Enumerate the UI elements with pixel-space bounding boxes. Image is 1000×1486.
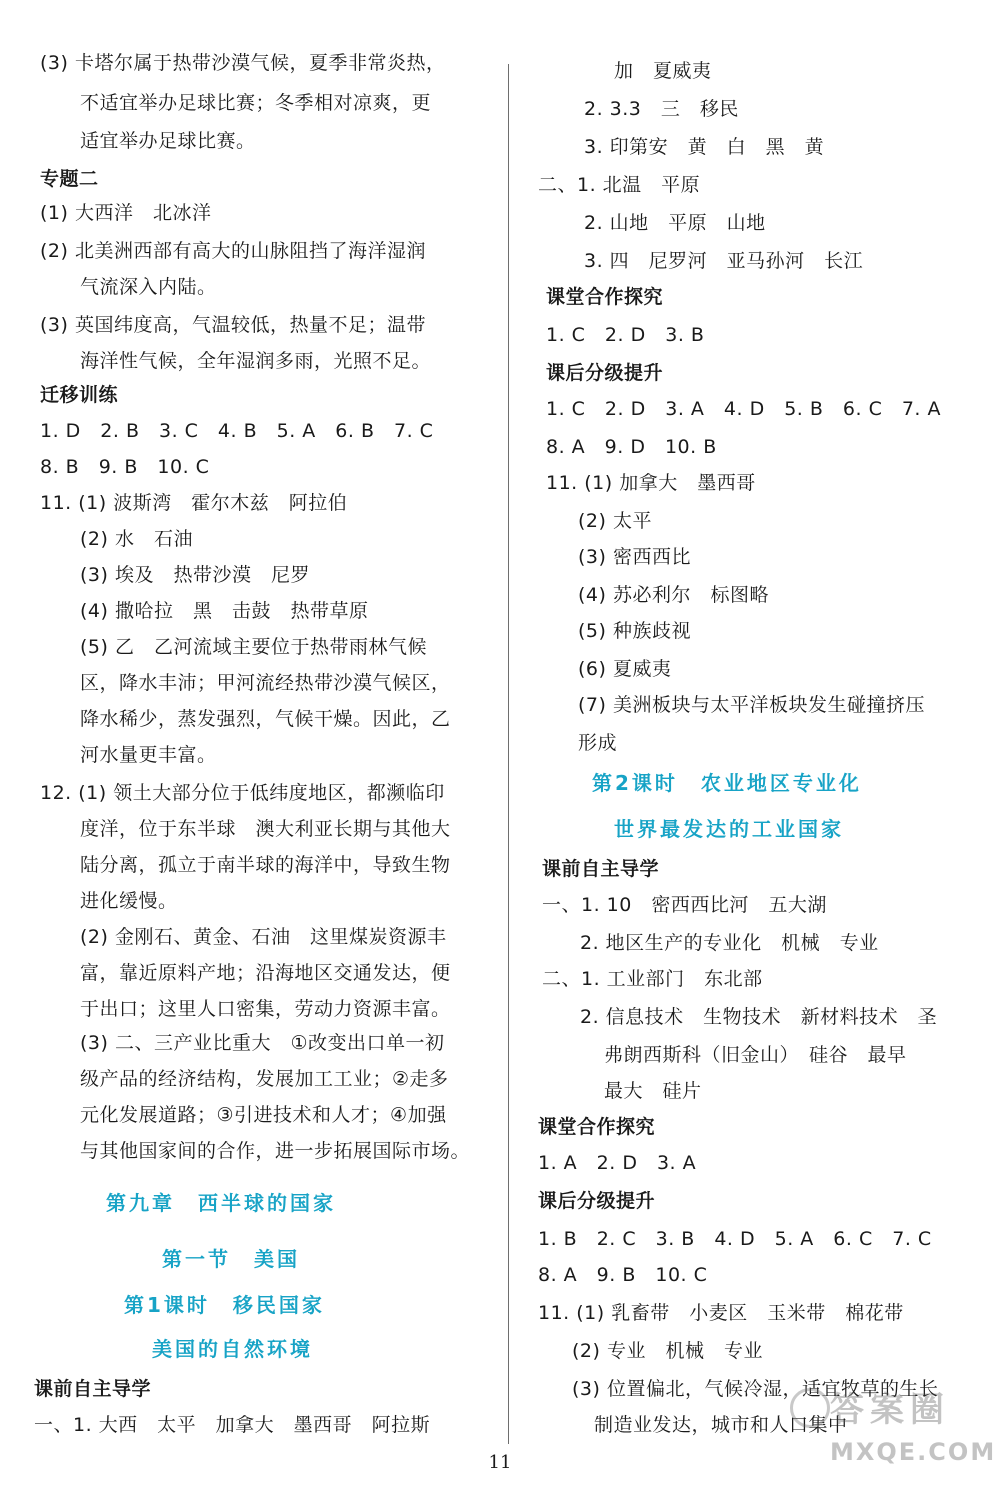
column-divider: [508, 64, 509, 1444]
text-line: (4) 撒哈拉 黑 击鼓 热带草原: [80, 600, 369, 622]
text-line: 适宜举办足球比赛。: [80, 130, 256, 152]
chapter-title: 第九章 西半球的国家: [106, 1191, 336, 1215]
text-line: 海洋性气候，全年湿润多雨，光照不足。: [80, 350, 432, 372]
text-line: 1. C 2. D 3. A 4. D 5. B 6. C 7. A: [546, 398, 941, 420]
watermark-logo-icon: [790, 1388, 830, 1428]
text-line: 8. B 9. B 10. C: [40, 456, 210, 478]
section-heading: 课后分级提升: [546, 362, 664, 384]
text-line: 不适宜举办足球比赛；冬季相对凉爽，更: [80, 92, 432, 114]
text-line: (5) 种族歧视: [578, 620, 691, 642]
text-line: 气流深入内陆。: [80, 276, 217, 298]
text-line: (6) 夏威夷: [578, 658, 672, 680]
text-line: 1. C 2. D 3. B: [546, 324, 705, 346]
text-line: 1. D 2. B 3. C 4. B 5. A 6. B 7. C: [40, 420, 434, 442]
text-line: 二、1. 北温 平原: [538, 174, 701, 196]
lesson-title: 第2课时 农业地区专业化: [592, 771, 862, 795]
lesson-title: 第1课时 移民国家: [124, 1293, 325, 1317]
text-line: (3) 埃及 热带沙漠 尼罗: [80, 564, 310, 586]
page-number: 11: [488, 1452, 512, 1473]
text-line: 降水稀少，蒸发强烈，气候干燥。因此，乙: [80, 708, 451, 730]
text-line: 最大 硅片: [604, 1080, 702, 1102]
text-line: (3) 位置偏北，气候冷湿，适宜牧草的生长: [572, 1378, 939, 1400]
watermark: [790, 1382, 997, 1482]
text-line: 8. A 9. D 10. B: [546, 436, 717, 458]
text-line: (2) 专业 机械 专业: [572, 1340, 763, 1362]
text-line: 形成: [578, 732, 618, 754]
text-line: 3. 印第安 黄 白 黑 黄: [584, 136, 825, 158]
text-line: 2. 山地 平原 山地: [584, 212, 766, 234]
text-line: 一、1. 10 密西西比河 五大湖: [542, 894, 827, 916]
text-line: 2. 3.3 三 移民: [584, 98, 739, 120]
text-line: (7) 美洲板块与太平洋板块发生碰撞挤压: [578, 694, 925, 716]
text-line: (3) 密西西比: [578, 546, 691, 568]
text-line: (3) 卡塔尔属于热带沙漠气候，夏季非常炎热，: [40, 52, 446, 74]
section-heading: 专题二: [40, 168, 99, 190]
text-line: 制造业发达，城市和人口集中: [594, 1414, 848, 1436]
text-line: 河水量更丰富。: [80, 744, 217, 766]
text-line: (2) 北美洲西部有高大的山脉阻挡了海洋湿润: [40, 240, 426, 262]
text-line: 2. 信息技术 生物技术 新材料技术 圣: [580, 1006, 938, 1028]
section-title: 第一节 美国: [162, 1247, 300, 1271]
text-line: 度洋，位于东半球 澳大利亚长期与其他大: [80, 818, 451, 840]
text-line: 11. (1) 波斯湾 霍尔木兹 阿拉伯: [40, 492, 348, 514]
text-line: (1) 大西洋 北冰洋: [40, 202, 212, 224]
text-line: 二、1. 工业部门 东北部: [542, 968, 763, 990]
text-line: (2) 金刚石、黄金、石油 这里煤炭资源丰: [80, 926, 447, 948]
text-line: 于出口；这里人口密集，劳动力资源丰富。: [80, 998, 451, 1020]
lesson-subtitle: 美国的自然环境: [152, 1337, 313, 1361]
section-heading: 迁移训练: [40, 384, 119, 406]
text-line: 区，降水丰沛；甲河流经热带沙漠气候区，: [80, 672, 451, 694]
text-line: 11. (1) 加拿大 墨西哥: [546, 472, 756, 494]
lesson-subtitle: 世界最发达的工业国家: [614, 817, 844, 841]
section-heading: 课后分级提升: [538, 1190, 656, 1212]
text-line: 陆分离，孤立于南半球的海洋中，导致生物: [80, 854, 451, 876]
text-line: 弗朗西斯科（旧金山） 硅谷 最早: [604, 1044, 907, 1066]
watermark-text: 答案圈: [830, 1390, 950, 1430]
text-line: (3) 二、三产业比重大 ①改变出口单一初: [80, 1032, 445, 1054]
text-line: 富，靠近原料产地；沿海地区交通发达，便: [80, 962, 451, 984]
section-heading: 课堂合作探究: [538, 1116, 656, 1138]
text-line: 12. (1) 领土大部分位于低纬度地区，都濒临印: [40, 782, 445, 804]
text-line: 与其他国家间的合作，进一步拓展国际市场。: [80, 1140, 471, 1162]
watermark-url: MXQE.COM: [830, 1438, 997, 1466]
text-line: (3) 英国纬度高，气温较低，热量不足；温带: [40, 314, 426, 336]
text-line: 1. B 2. C 3. B 4. D 5. A 6. C 7. C: [538, 1228, 932, 1250]
text-line: 一、1. 大西 太平 加拿大 墨西哥 阿拉斯: [34, 1414, 431, 1436]
text-line: 8. A 9. B 10. C: [538, 1264, 708, 1286]
text-line: (5) 乙 乙河流域主要位于热带雨林气候: [80, 636, 427, 658]
text-line: 11. (1) 乳畜带 小麦区 玉米带 棉花带: [538, 1302, 904, 1324]
text-line: 进化缓慢。: [80, 890, 178, 912]
text-line: (2) 水 石油: [80, 528, 193, 550]
text-line: 级产品的经济结构，发展加工工业；②走多: [80, 1068, 449, 1090]
text-line: 元化发展道路；③引进技术和人才；④加强: [80, 1104, 447, 1126]
text-line: 3. 四 尼罗河 亚马孙河 长江: [584, 250, 864, 272]
text-line: 加 夏威夷: [614, 60, 712, 82]
text-line: (4) 苏必利尔 标图略: [578, 584, 769, 606]
text-line: 1. A 2. D 3. A: [538, 1152, 697, 1174]
section-heading: 课前自主导学: [34, 1378, 152, 1400]
section-heading: 课前自主导学: [542, 858, 660, 880]
section-heading: 课堂合作探究: [546, 286, 664, 308]
text-line: 2. 地区生产的专业化 机械 专业: [580, 932, 879, 954]
text-line: (2) 太平: [578, 510, 652, 532]
